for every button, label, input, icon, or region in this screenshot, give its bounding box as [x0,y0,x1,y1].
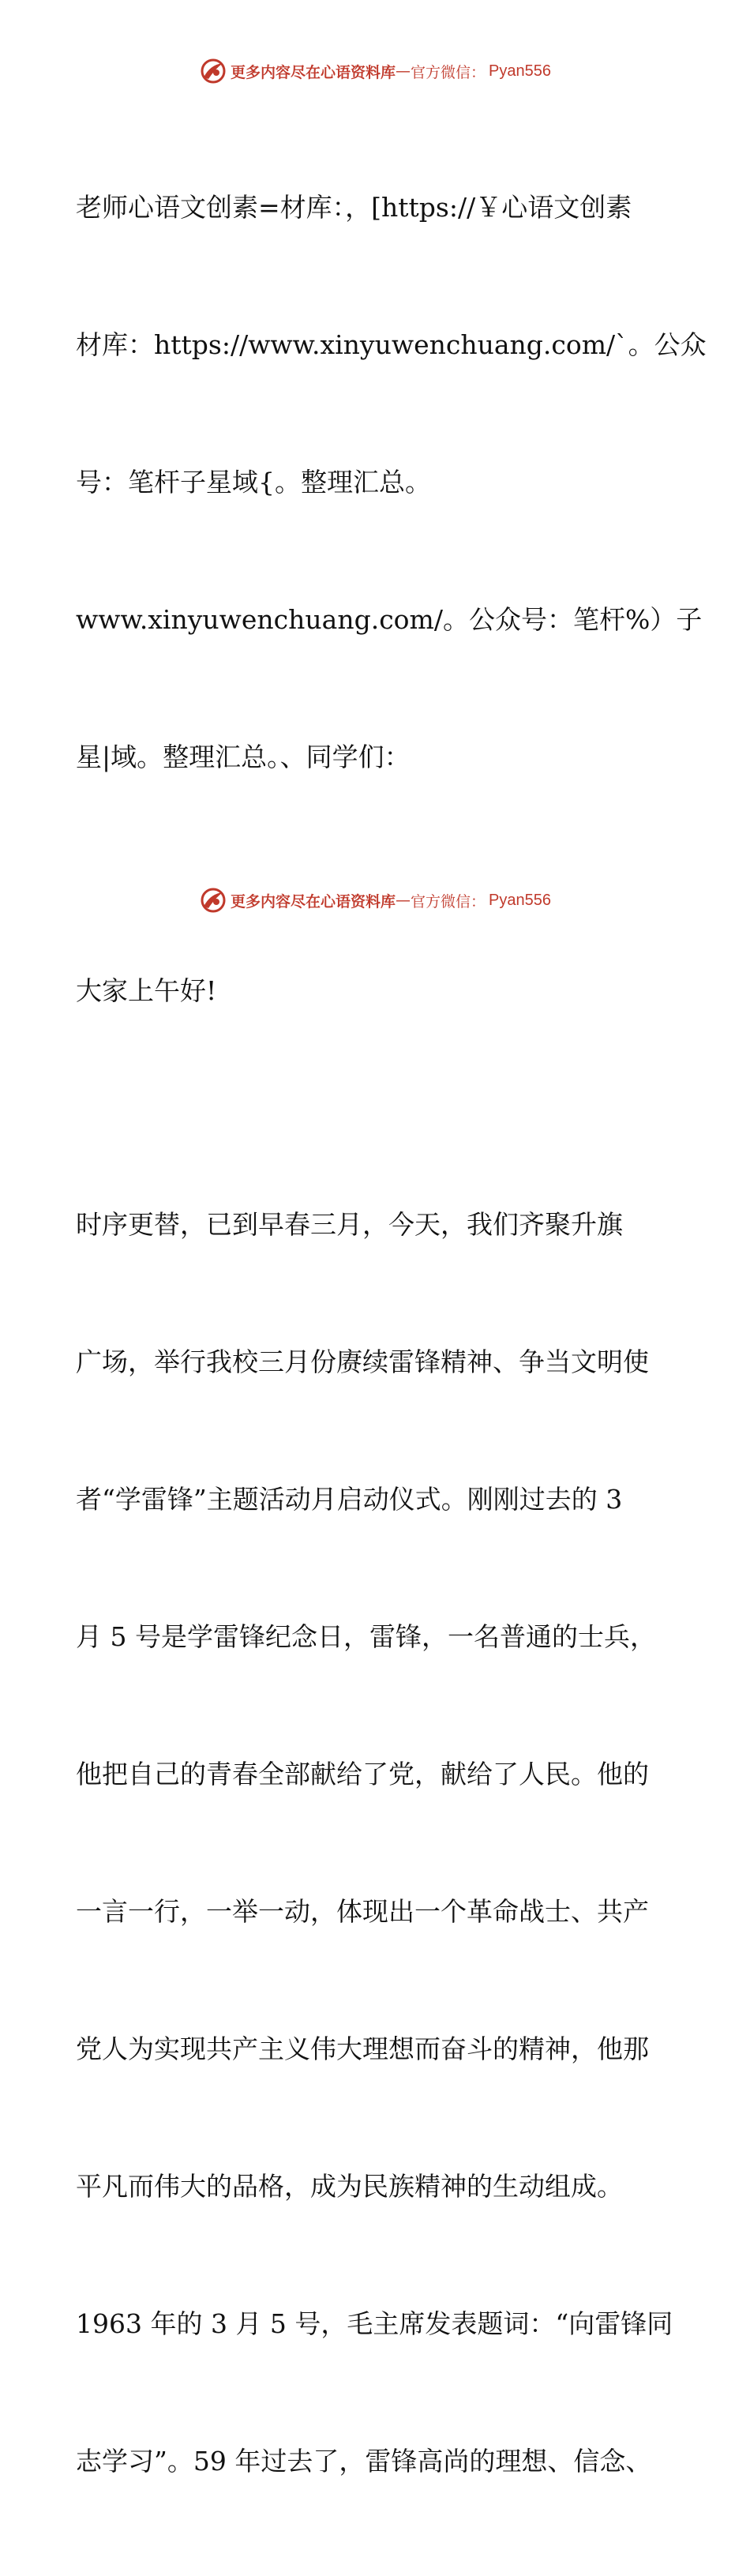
paragraph-intro [76,93,707,872]
text-line: 他把自己的青春全部献给了党，献给了人民。他的 [76,1759,649,1789]
footer-wechat-label: 官方微信： [411,892,486,911]
document-body [76,93,707,2576]
footer-dash: — [396,892,411,909]
text-line: 号：笔杆子星域{。整理汇总。 [76,467,431,498]
text-line: 平凡而伟大的品格，成为民族精神的生动组成。 [76,2171,623,2202]
header-dash: — [396,62,411,80]
text-line: 一言一行，一举一动，体现出一个革命战士、共产 [76,1896,649,1927]
text-line: 时序更替，已到早春三月，今天，我们齐聚升旗 [76,1209,623,1240]
footer-banner [0,884,750,916]
text-line: 1963 年的 3 月 5 号，毛主席发表题词：“向雷锋同 [76,2308,673,2339]
header-banner [0,55,750,87]
header-wechat-id: Pyan556 [489,62,551,80]
header-wechat-label: 官方微信： [411,63,486,81]
text-line: 广场，举行我校三月份赓续雷锋精神、争当文明使 [76,1346,649,1377]
text-line: 志学习”。59 年过去了，雷锋高尚的理想、信念、 [76,2446,652,2476]
text-line: 老师心语文创素=材库：，[https://￥心语文创素 [76,192,632,223]
text-line: 大家上午好! [76,975,217,1006]
brand-logo-icon [199,886,227,914]
text-line: 党人为实现共产主义伟大理想而奋斗的精神，他那 [76,2033,649,2064]
footer-brand-text: 更多内容尽在心语资料库 [231,892,396,911]
header-brand-text: 更多内容尽在心语资料库 [231,63,396,81]
brand-logo-icon [199,57,227,85]
text-line: 星|域。整理汇总。、同学们： [76,742,411,772]
text-line: www.xinyuwenchuang.com/。公众号：笔杆%）子 [76,604,703,635]
footer-wechat-id: Pyan556 [489,891,551,909]
paragraph-main [76,1110,676,2576]
text-line: 者“学雷锋”主题活动月启动仪式。刚刚过去的 3 [76,1484,623,1515]
text-line: 材库：https://www.xinyuwenchuang.com/`。公众 [76,329,707,360]
text-line: 月 5 号是学雷锋纪念日，雷锋，一名普通的士兵， [76,1621,656,1652]
